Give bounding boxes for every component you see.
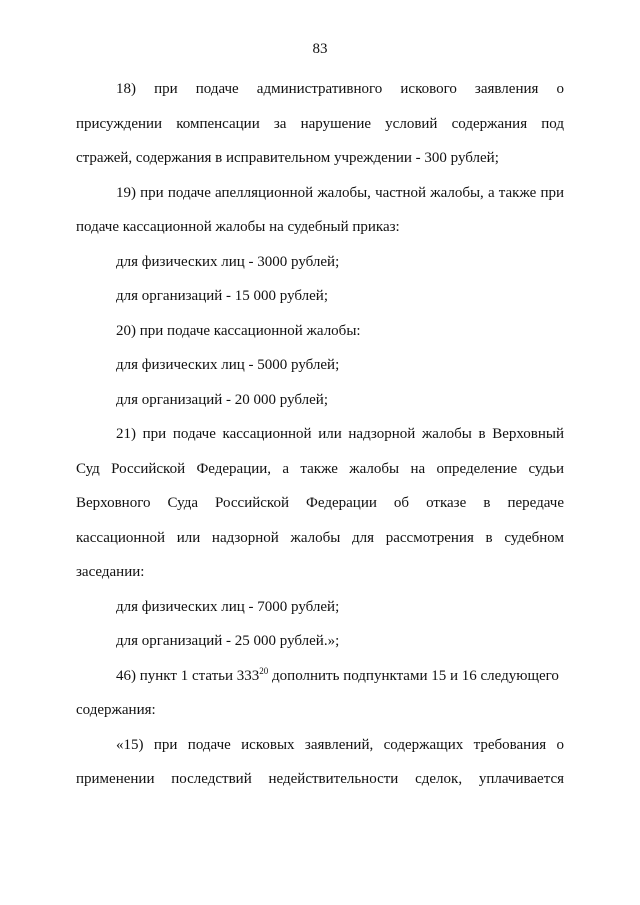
text-line: для организаций - 20 000 рублей; bbox=[116, 392, 328, 408]
text-line: подаче кассационной жалобы на судебный приказ: bbox=[76, 219, 400, 235]
text-line: «15) при подаче исковых заявлений, содержащих требования о bbox=[116, 737, 564, 753]
text-line: применении последствий недействительности сделок, уплачивается bbox=[76, 771, 564, 787]
text-line: для физических лиц - 3000 рублей; bbox=[116, 254, 340, 270]
superscript: 20 bbox=[259, 666, 269, 676]
text-segment: 46) пункт 1 статьи 333 bbox=[116, 668, 260, 684]
text-line: кассационной или надзорной жалобы для рассмотрения в судебном bbox=[76, 530, 564, 546]
page-number: 83 bbox=[312, 41, 328, 57]
text-line-46 bbox=[116, 667, 564, 685]
text-segment: дополнить подпунктами 15 и 16 следующего bbox=[268, 668, 559, 684]
text-line: для организаций - 15 000 рублей; bbox=[116, 288, 328, 304]
text-line: для физических лиц - 5000 рублей; bbox=[116, 357, 340, 373]
text-line: 19) при подаче апелляционной жалобы, частной жалобы, а также при bbox=[116, 185, 564, 201]
text-line: для физических лиц - 7000 рублей; bbox=[116, 599, 340, 615]
text-line: 18) при подаче административного искового заявления о bbox=[116, 81, 564, 97]
text-line: Верховного Суда Российской Федерации об отказе в передаче bbox=[76, 495, 564, 511]
text-line: заседании: bbox=[76, 564, 145, 580]
text-line: для организаций - 25 000 рублей.»; bbox=[116, 633, 340, 649]
text-line: содержания: bbox=[76, 702, 156, 718]
text-line: 20) при подаче кассационной жалобы: bbox=[116, 323, 361, 339]
text-line: присуждении компенсации за нарушение условий содержания под bbox=[76, 116, 564, 132]
text-line: Суд Российской Федерации, а также жалобы на определение судьи bbox=[76, 461, 564, 477]
text-line: 21) при подаче кассационной или надзорной жалобы в Верховный bbox=[116, 426, 564, 442]
text-line: стражей, содержания в исправительном учреждении - 300 рублей; bbox=[76, 150, 499, 166]
